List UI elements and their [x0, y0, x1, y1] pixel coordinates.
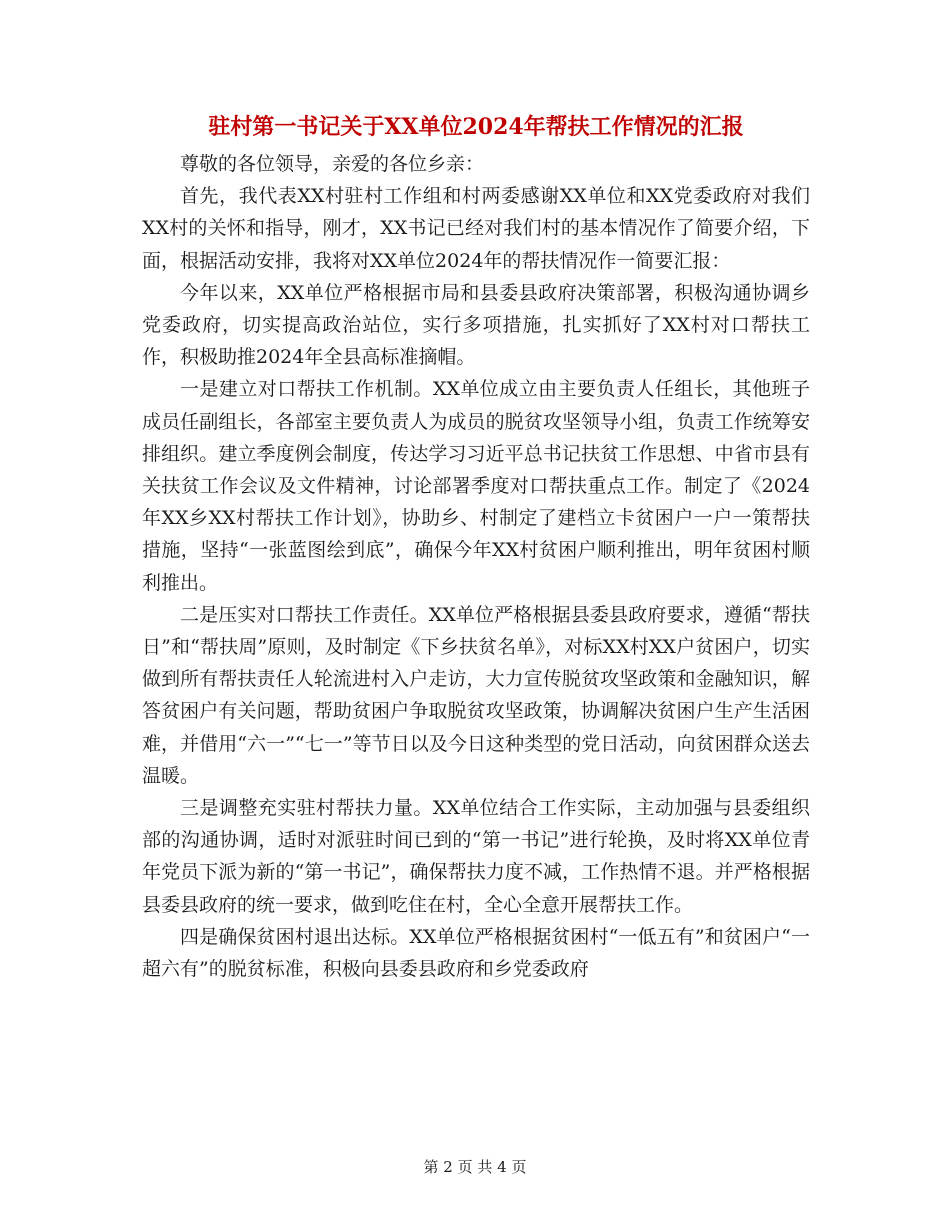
paragraph-point-1: 一是建立对口帮扶工作机制。XX单位成立由主要负责人任组长，其他班子成员任副组长，各部室主要负责人为成员的脱贫攻坚领导小组，负责工作统筹安排组织。建立季度例会制度，传达学习习近平总书记扶贫工作思想、中省市县有关扶贫工作会议及文件精神，讨论部署季度对口帮扶重点工作。制定了《2024年XX乡XX村帮扶工作计划》，协助乡、村制定了建档立卡贫困户一户一策帮扶措施，坚持“一张蓝图绘到底”，确保今年XX村贫困户顺利推出，明年贫困村顺利推出。: [142, 378, 810, 594]
document-title: 驻村第一书记关于XX单位2024年帮扶工作情况的汇报: [208, 114, 744, 140]
paragraph-intro: 首先，我代表XX村驻村工作组和村两委感谢XX单位和XX党委政府对我们XX村的关怀和指导，刚才，XX书记已经对我们村的基本情况作了简要介绍，下面，根据活动安排，我将对XX单位2024年的帮扶情况作一简要汇报：: [142, 185, 810, 272]
paragraph-point-4: 四是确保贫困村退出达标。XX单位严格根据贫困村“一低五有”和贫困户“一超六有”的脱贫标准，积极向县委县政府和乡党委政府: [142, 925, 810, 981]
paragraph-greeting: 尊敬的各位领导，亲爱的各位乡亲：: [180, 153, 485, 175]
paragraph-point-2: 二是压实对口帮扶工作责任。XX单位严格根据县委县政府要求，遵循“帮扶日”和“帮扶周”原则，及时制定《下乡扶贫名单》，对标XX村XX户贫困户，切实做到所有帮扶责任人轮流进村入户走访，大力宣传脱贫攻坚政策和金融知识，解答贫困户有关问题，帮助贫困户争取脱贫攻坚政策，协调解决贫困户生产生活困难，并借用“六一”“七一”等节日以及今日这种类型的党日活动，向贫困群众送去温暖。: [142, 603, 810, 787]
paragraph-overview: 今年以来，XX单位严格根据市局和县委县政府决策部署，积极沟通协调乡党委政府，切实提高政治站位，实行多项措施，扎实抓好了XX村对口帮扶工作，积极助推2024年全县高标准摘帽。: [142, 281, 810, 369]
paragraph-point-3: 三是调整充实驻村帮扶力量。XX单位结合工作实际，主动加强与县委组织部的沟通协调，适时对派驻时间已到的“第一书记”进行轮换，及时将XX单位青年党员下派为新的“第一书记”，确保帮扶力度不减，工作热情不退。并严格根据县委县政府的统一要求，做到吃住在村，全心全意开展帮扶工作。: [142, 797, 810, 916]
document-page: [142, 112, 810, 985]
page-number-footer: 第 2 页 共 4 页: [423, 1158, 527, 1176]
